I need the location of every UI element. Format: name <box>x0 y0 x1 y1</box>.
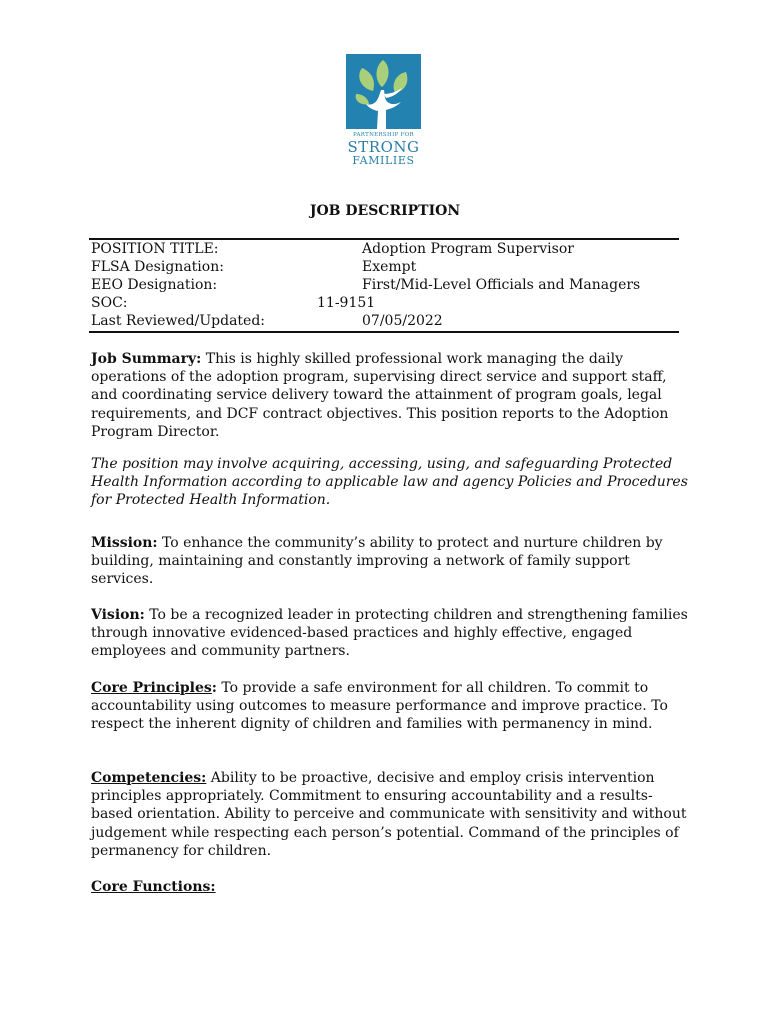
soc-value: 11-9151 <box>317 295 376 311</box>
logo-text-families: FAMILIES <box>352 154 415 167</box>
info-row-reviewed <box>91 312 691 330</box>
vision-text: To be a recognized leader in protecting children and strengthening families through innovative evidenced-based practices and highly effective, engaged employees and community partners. <box>91 607 688 660</box>
competencies <box>91 769 691 860</box>
mission-heading: Mission: <box>91 535 158 551</box>
phi-note: The position may involve acquiring, accessing, using, and safeguarding Protected Health Information according to applicable law and agency Policies and Procedures for Protected Health Information. <box>91 456 688 509</box>
core-principles-colon: : <box>211 680 217 696</box>
soc-label: SOC: <box>91 295 128 311</box>
flsa-value: Exempt <box>362 259 417 275</box>
logo-text-partnership: PARTNERSHIP FOR <box>352 132 414 138</box>
job-summary <box>91 350 691 441</box>
mission-statement <box>91 534 691 589</box>
core-functions <box>91 878 691 896</box>
job-summary-text: This is highly skilled professional work managing the daily operations of the adoption program, supervising direct service and support staff, and coordinating service delivery toward the attainment of program goals, legal requirements, and DCF contract objectives. This position reports to the Adoption Program Director. <box>91 351 669 440</box>
core-functions-heading: Core Functions: <box>91 879 216 895</box>
core-principles <box>91 679 691 734</box>
tree-hands-icon <box>346 54 421 129</box>
bottom-rule <box>89 331 679 333</box>
eeo-value: First/Mid-Level Officials and Managers <box>362 277 641 293</box>
flsa-label: FLSA Designation: <box>91 259 224 275</box>
logo-text-strong: STRONG <box>347 138 420 156</box>
info-row-soc <box>91 294 691 312</box>
competencies-text: Ability to be proactive, decisive and employ crisis intervention principles appropriately. Commitment to ensuring accountability and a results-based orientation. Ability to perceive and communicate with sensitivity and without judgement while respecting each person’s potential. Command of the principles of permanency for children. <box>91 770 687 859</box>
vision-statement <box>91 606 691 661</box>
info-row-eeo <box>91 276 691 294</box>
vision-heading: Vision: <box>91 607 145 623</box>
job-summary-heading: Job Summary: <box>91 351 202 367</box>
reviewed-label: Last Reviewed/Updated: <box>91 313 266 329</box>
info-row-position-title <box>91 240 691 258</box>
eeo-label: EEO Designation: <box>91 277 218 293</box>
mission-text: To enhance the community’s ability to protect and nurture children by building, maintaining and constantly improving a network of family support services. <box>91 535 663 588</box>
position-info-table <box>91 240 691 330</box>
organization-logo <box>346 54 421 169</box>
position-title-value: Adoption Program Supervisor <box>362 241 574 257</box>
position-title-label: POSITION TITLE: <box>91 241 219 257</box>
core-principles-text: To provide a safe environment for all children. To commit to accountability using outcomes to measure performance and improve practice. To respect the inherent dignity of children and families with permanency in mind. <box>91 680 668 733</box>
logo-mark <box>346 54 421 129</box>
document-title: JOB DESCRIPTION <box>309 203 461 219</box>
competencies-heading: Competencies: <box>91 770 207 786</box>
core-principles-heading: Core Principles <box>91 680 212 696</box>
info-row-flsa <box>91 258 691 276</box>
reviewed-value: 07/05/2022 <box>362 313 443 329</box>
